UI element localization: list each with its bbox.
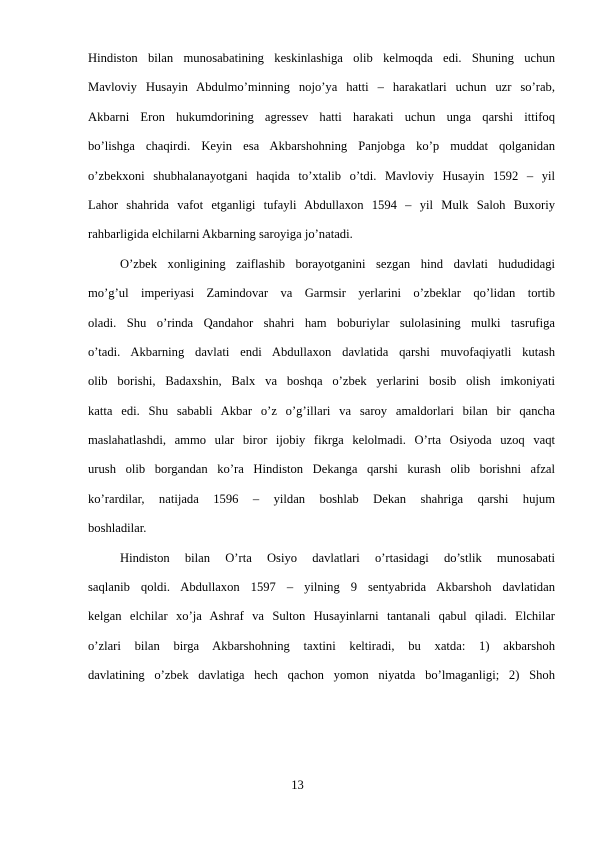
text-line: ko’rardilar, natijada 1596 – yildan boshlab Dekan shahriga qarshi hujum [88, 491, 555, 506]
text-line: rahbarligida elchilarni Akbarning saroyiga jo’natadi. [88, 227, 353, 242]
text-line: maslahatlashdi, ammo ular biror ijobiy fikrga kelolmadi. O’rta Osiyoda uzoq vaqt [88, 433, 555, 448]
text-line: davlatining o’zbek davlatiga hech qachon yomon niyatda bo’lmaganligi; 2) Shoh [88, 668, 555, 683]
text-line: Lahor shahrida vafot etganligi tufayli Abdullaxon 1594 – yil Mulk Saloh Buxoriy [88, 197, 555, 212]
text-line: Mavloviy Husayin Abdulmo’minning nojo’ya hatti – harakatlari uchun uzr so’rab, [88, 80, 555, 95]
page-number: 13 [291, 778, 304, 792]
text-line: kelgan elchilar xo’ja Ashraf va Sulton Husayinlarni tantanali qabul qiladi. Elchilar [88, 609, 555, 624]
text-line: oladi. Shu o’rinda Qandahor shahri ham boburiylar sulolasining mulki tasrufiga [88, 315, 555, 330]
text-line: o’tadi. Akbarning davlati endi Abdullaxon davlatida qarshi muvofaqiyatli kutash [88, 344, 555, 359]
text-line: o’zbekxoni shubhalanayotgani haqida to’xtalib o’tdi. Mavloviy Husayin 1592 – yil [88, 168, 555, 183]
text-line: urush olib borgandan ko’ra Hindiston Dekanga qarshi kurash olib borishni afzal [88, 462, 555, 477]
text-line: Akbarni Eron hukumdorining agressev hatti harakati uchun unga qarshi ittifoq [88, 109, 555, 124]
text-line: O’zbek xonligining zaiflashib borayotganini sezgan hind davlati hududidagi [120, 256, 555, 271]
text-line: olib borishi, Badaxshin, Balx va boshqa o’zbek yerlarini bosib olish imkoniyati [88, 374, 555, 389]
text-body [88, 44, 555, 691]
text-line: Hindiston bilan O’rta Osiyo davlatlari o’rtasidagi do’stlik munosabati [120, 550, 555, 565]
text-line: bo’lishga chaqirdi. Keyin esa Akbarshohning Panjobga ko’p muddat qolganidan [88, 139, 555, 154]
text-line: o’zlari bilan birga Akbarshohning taxtini keltiradi, bu xatda: 1) akbarshoh [88, 638, 555, 653]
text-line: katta edi. Shu sababli Akbar o’z o’g’illari va saroy amaldorlari bilan bir qancha [88, 403, 555, 418]
text-line: boshladilar. [88, 521, 147, 536]
text-line: mo’g’ul imperiyasi Zamindovar va Garmsir yerlarini o’zbeklar qo’lidan tortib [88, 286, 555, 301]
text-line: Hindiston bilan munosabatining keskinlashiga olib kelmoqda edi. Shuning uchun [88, 51, 555, 65]
text-line: saqlanib qoldi. Abdullaxon 1597 – yilning 9 sentyabrida Akbarshoh davlatidan [88, 580, 555, 595]
